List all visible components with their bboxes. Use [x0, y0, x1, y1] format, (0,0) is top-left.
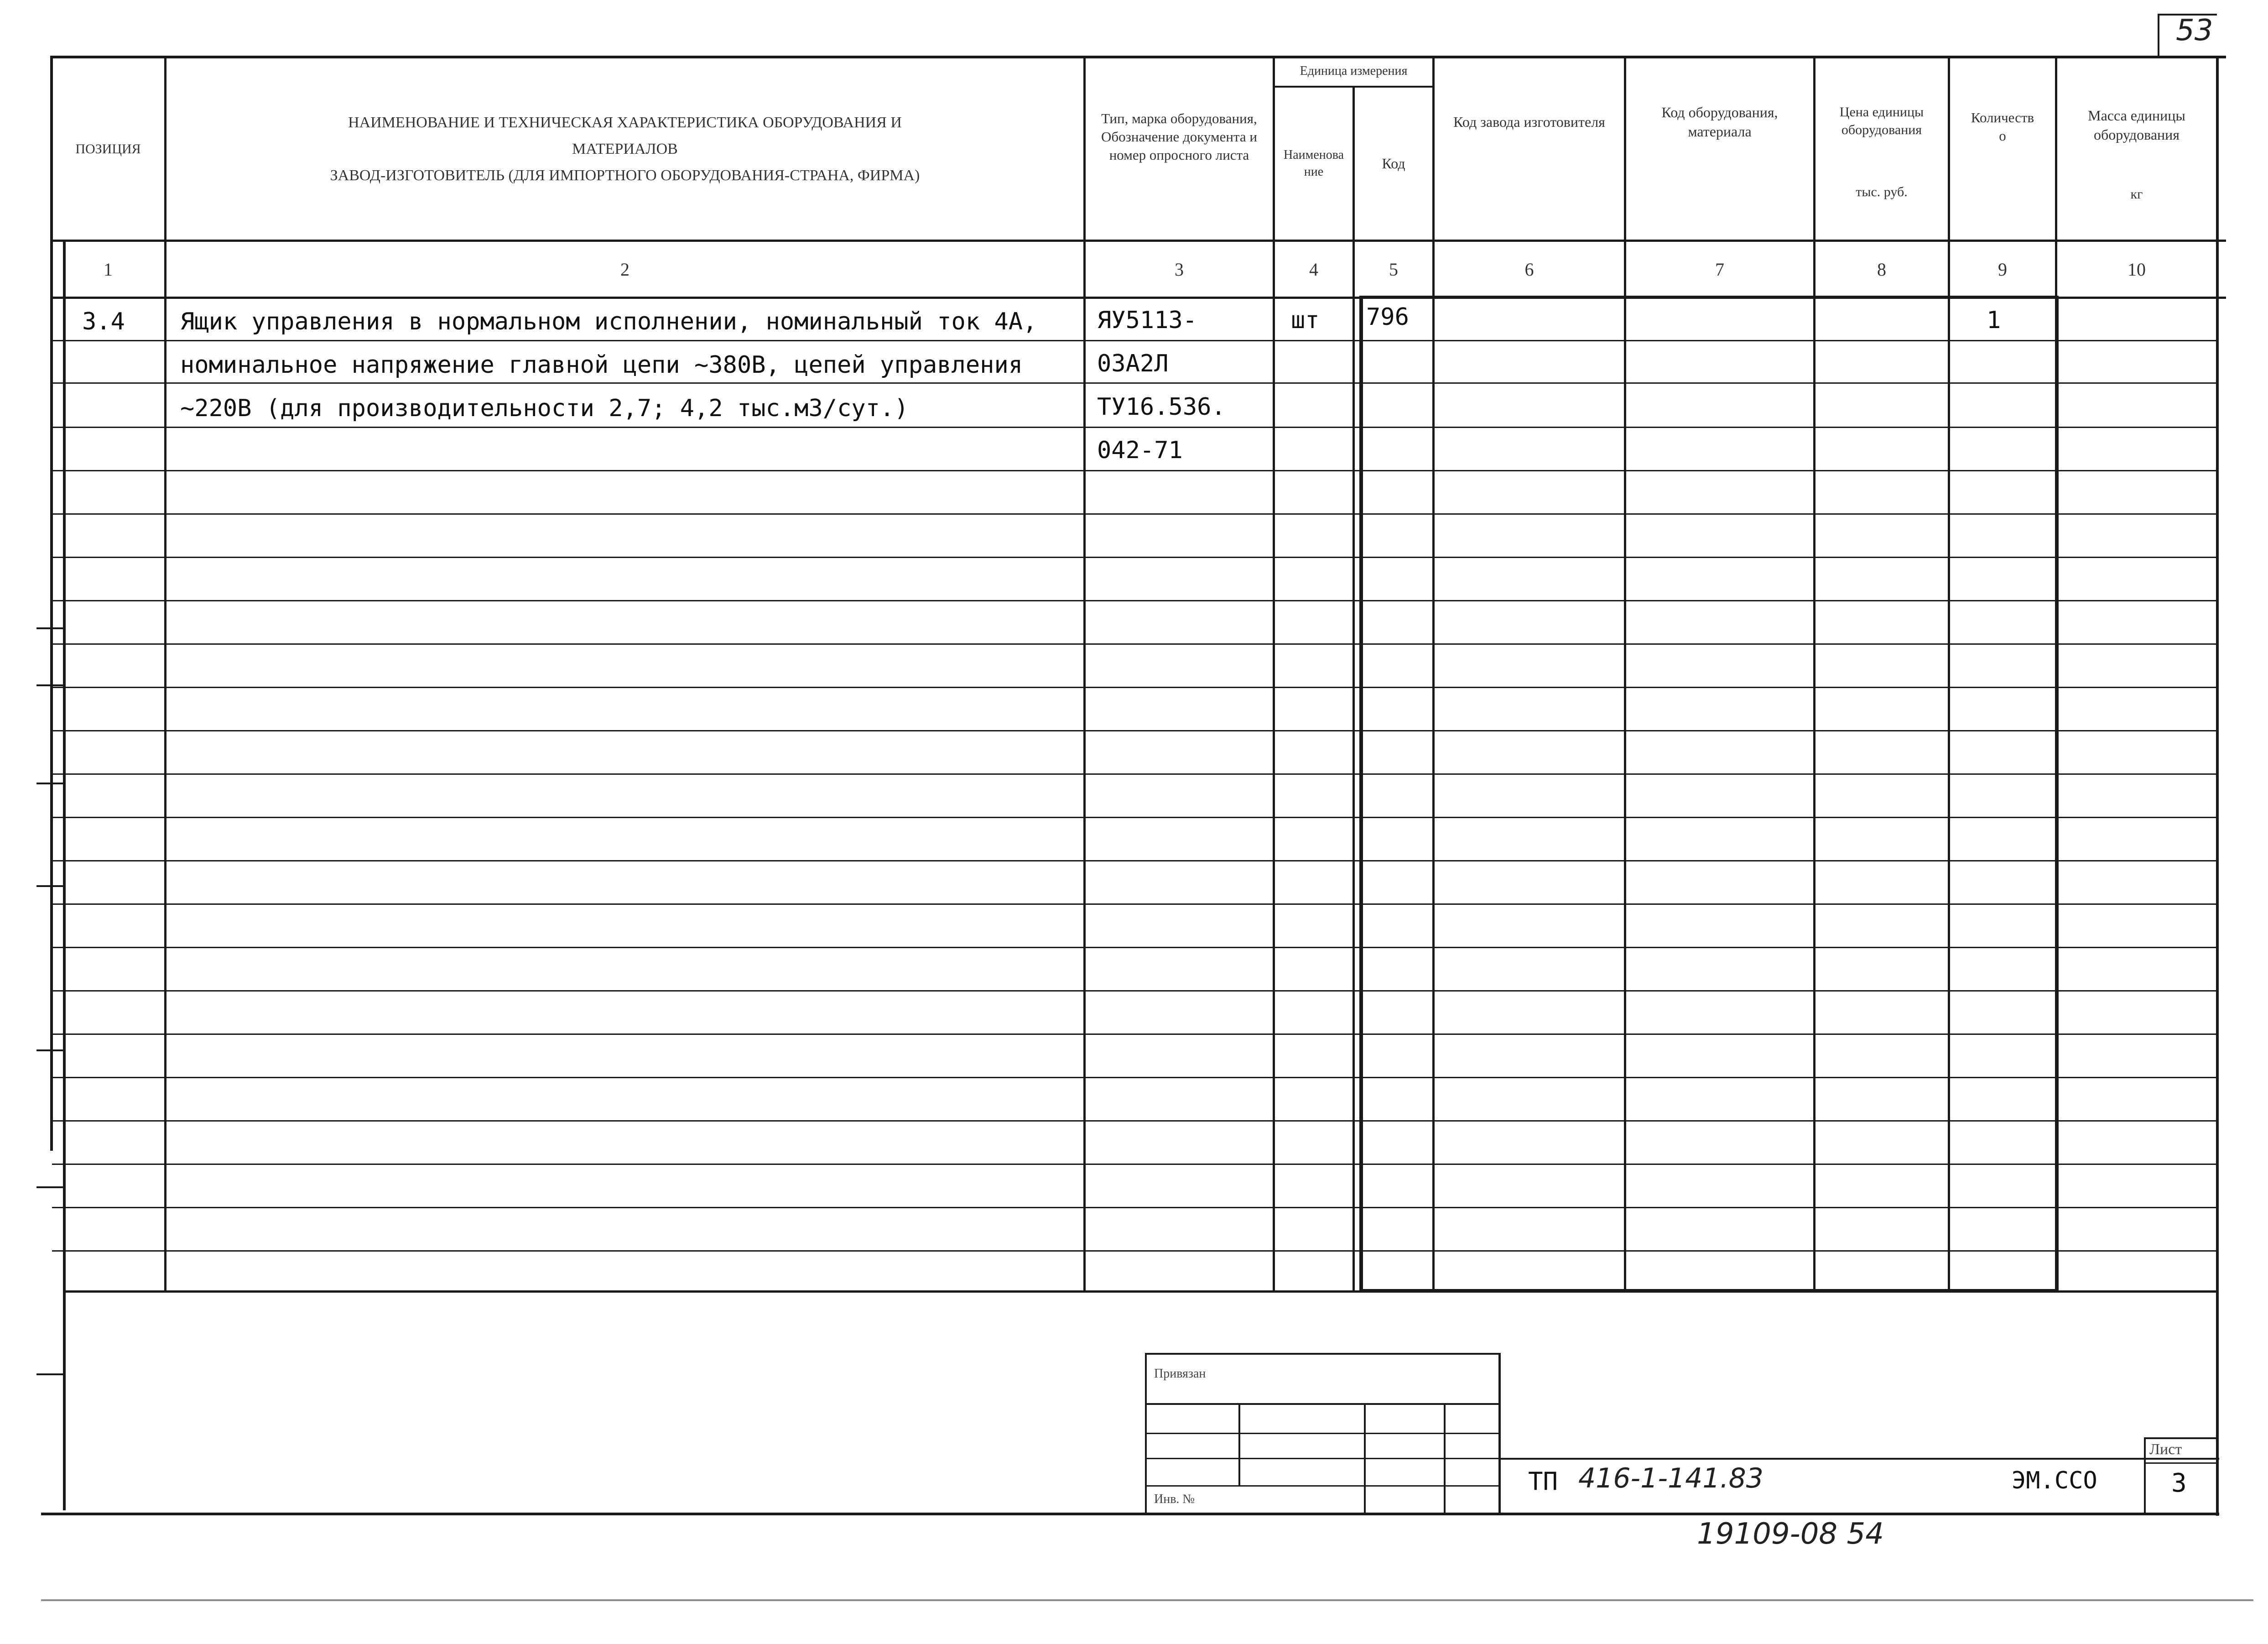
entry-description-line1: Ящик управления в нормальном исполнении, номинальный ток 4А, [180, 308, 1037, 335]
header-mass-unit: кг [2130, 186, 2143, 202]
footer-number: 19109-08 54 [1697, 1517, 1884, 1551]
bold-box-right [2055, 296, 2059, 1293]
page-edge-line [41, 1599, 2253, 1601]
entry-type-mark-1: ЯУ5113- [1097, 307, 1197, 334]
margin-tick [36, 1049, 64, 1051]
row-rule [52, 1033, 2216, 1035]
page-box-left [2158, 14, 2159, 57]
entry-type-mark-4: 042-71 [1097, 437, 1183, 464]
tb-col-line [1444, 1403, 1446, 1515]
header-name-line1: НАИМЕНОВАНИЕ И ТЕХНИЧЕСКАЯ ХАРАКТЕРИСТИКА ОБОРУДОВАНИЯ И [348, 114, 902, 131]
header-equipment-code: Код оборудования, материала [1661, 104, 1778, 140]
header-name-line2: МАТЕРИАЛОВ [572, 140, 678, 157]
row-rule [52, 687, 2216, 688]
tb-doc-code: ЭМ.ССО [2012, 1467, 2097, 1494]
colnum-7: 7 [1715, 259, 1724, 280]
entry-quantity: 1 [1987, 307, 2001, 334]
tb-doc-top [1498, 1458, 2219, 1460]
header-unit-name: Наименование [1283, 148, 1344, 179]
tb-sheet-number: 3 [2171, 1468, 2187, 1498]
colnum-3: 3 [1175, 259, 1184, 280]
margin-tick [36, 684, 64, 686]
row-rule [52, 947, 2216, 948]
row-rule [52, 340, 2216, 341]
entry-type-mark-3: ТУ16.536. [1097, 393, 1226, 421]
row-rule [52, 557, 2216, 558]
colnum-4: 4 [1309, 259, 1318, 280]
tb-approved-top [1145, 1353, 1501, 1355]
row-rule [52, 600, 2216, 601]
tb-doc-number: 416-1-141.83 [1578, 1462, 1763, 1494]
colnum-2: 2 [620, 259, 629, 280]
frame-right [2216, 56, 2219, 1516]
colnum-bottom-line [50, 297, 2226, 299]
col-line-4-bold [1359, 297, 1363, 1291]
header-price-unit: тыс. руб. [1856, 184, 1908, 199]
row-rule [52, 382, 2216, 384]
header-quantity: Количество [1971, 109, 2034, 144]
tb-sheet-mid [2144, 1462, 2217, 1464]
margin-tick [36, 627, 64, 629]
tb-row-line [1145, 1433, 1501, 1434]
row-rule [52, 903, 2216, 905]
entry-position: 3.4 [82, 308, 125, 335]
tb-sheet-top [2144, 1437, 2217, 1439]
bold-box-bottom [1359, 1289, 2057, 1293]
tb-approved-label: Привязан [1154, 1367, 1206, 1381]
tb-sheet-label: Лист [2149, 1441, 2182, 1458]
frame-bottom [41, 1513, 2219, 1515]
header-name-line3: ЗАВОД-ИЗГОТОВИТЕЛЬ (ДЛЯ ИМПОРТНОГО ОБОРУДОВАНИЯ-СТРАНА, ФИРМА) [330, 167, 920, 184]
tb-sheet-left [2144, 1437, 2146, 1515]
row-rule [52, 860, 2216, 861]
row-rule [52, 773, 2216, 775]
row-rule [52, 817, 2216, 818]
row-rule [52, 1250, 2216, 1252]
tb-col-line [1364, 1403, 1366, 1515]
colnum-8: 8 [1877, 259, 1886, 280]
header-unit-group: Единица измерения [1300, 64, 1408, 78]
tb-row-line [1145, 1458, 1501, 1459]
header-price: Цена единицы оборудования [1839, 104, 1924, 137]
row-rule [52, 427, 2216, 428]
entry-unit-code: 796 [1366, 303, 1409, 331]
row-rule [52, 1077, 2216, 1078]
row-rule [52, 1120, 2216, 1122]
tb-row-line [1145, 1485, 1501, 1487]
margin-tick [36, 885, 64, 887]
colnum-6: 6 [1524, 259, 1534, 280]
row-rule [52, 513, 2216, 515]
margin-tick [36, 1186, 64, 1188]
entry-type-mark-2: 03А2Л [1097, 350, 1169, 377]
row-rule [52, 730, 2216, 731]
row-rule [52, 990, 2216, 992]
colnum-5: 5 [1389, 259, 1398, 280]
header-type-mark: Тип, марка оборудования, Обозначение документа и номер опросного листа [1101, 110, 1258, 163]
margin-tick [36, 783, 64, 784]
row-rule [52, 643, 2216, 645]
entry-description-line3: ~220В (для производительности 2,7; 4,2 тыс.м3/сут.) [180, 395, 909, 422]
entry-description-line2: номинальное напряжение главной цепи ~380В, цепей управления [180, 351, 1023, 379]
tb-row-line [1145, 1403, 1501, 1405]
header-name [166, 58, 1083, 240]
header-unit-code: Код [1382, 155, 1405, 172]
header-factory-code: Код завода изготовителя [1453, 114, 1605, 130]
frame-left-lower [63, 242, 66, 1510]
margin-tick [36, 1373, 64, 1375]
tb-col-line [1238, 1403, 1240, 1485]
entry-unit-name: шт [1291, 307, 1320, 334]
colnum-9: 9 [1998, 259, 2007, 280]
row-rule [52, 1164, 2216, 1165]
header-mass: Масса единицы оборудования [2088, 107, 2185, 143]
header-position: ПОЗИЦИЯ [75, 141, 141, 157]
row-rule [52, 1207, 2216, 1208]
colnum-1: 1 [104, 259, 113, 280]
colnum-10: 10 [2128, 259, 2146, 280]
row-rule [52, 470, 2216, 471]
tb-doc-prefix: ТП [1528, 1467, 1558, 1496]
page-number: 53 [2176, 14, 2213, 47]
tb-inv-label: Инв. № [1154, 1492, 1195, 1506]
